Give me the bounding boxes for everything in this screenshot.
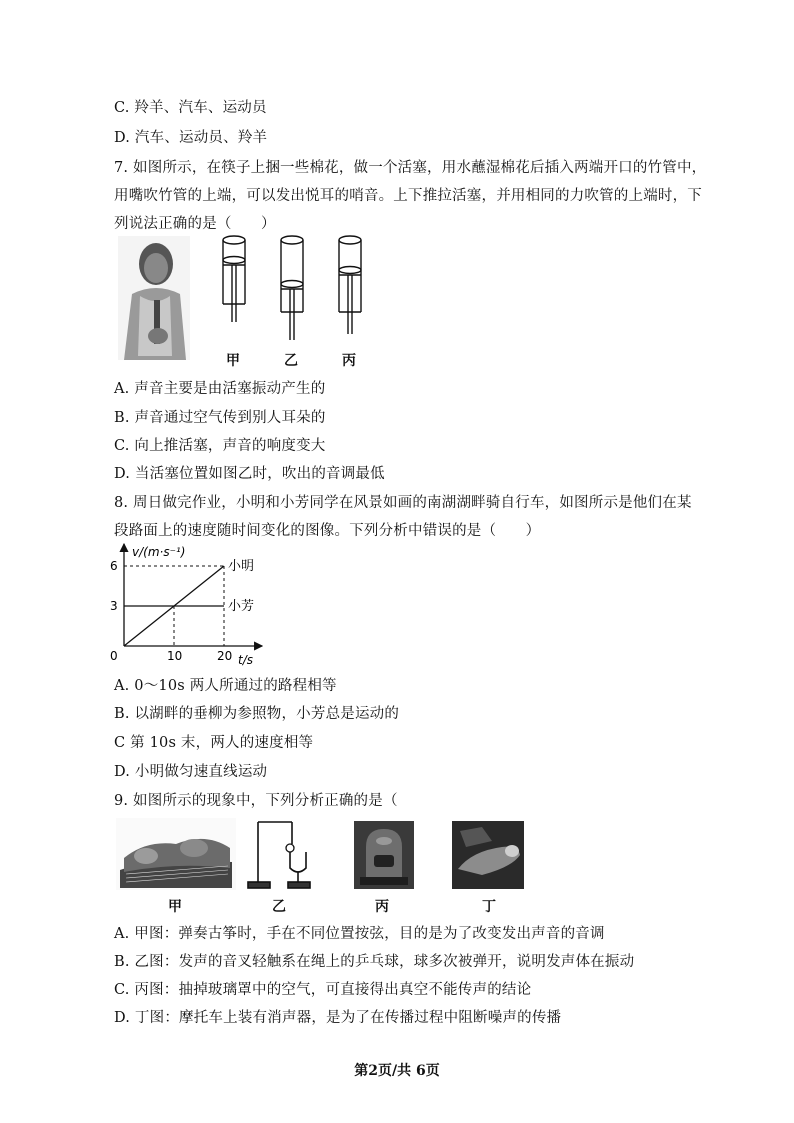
x-axis-label: t/s [238,653,253,667]
q7-stem-line-1: 7. 如图所示，在筷子上捆一些棉花，做一个活塞，用水蘸湿棉花后插入两端开口的竹管中， [114,160,707,176]
x-tick-label-10: 10 [167,649,183,663]
option-d: D. 汽车、运动员、羚羊 [114,130,268,146]
y-axis-label: v/(m·s⁻¹) [132,545,186,559]
q8-option-c: C 第 10s 末，两人的速度相等 [114,735,314,751]
q9-option-b: B. 乙图：发声的音叉轻触系在绳上的乒乓球，球多次被弹开，说明发声体在振动 [114,954,635,970]
q7-stem-line-2: 用嘴吹竹管的上端，可以发出悦耳的哨音。上下推拉活塞，并用相同的力吹管的上端时，下 [114,188,702,204]
y-tick-label-3: 3 [110,599,118,613]
velocity-time-chart [100,536,280,670]
q7-option-b: B. 声音通过空气传到别人耳朵的 [114,410,326,426]
q9-label-ding: 丁 [482,899,496,915]
q7-option-a: A. 声音主要是由活塞振动产生的 [114,381,326,397]
q7-person-photo [118,236,190,360]
q9-stem: 9. 如图所示的现象中，下列分析正确的是（ [114,793,398,809]
q9-label-yi: 乙 [272,899,286,915]
q8-stem-line-1: 8. 周日做完作业，小明和小芳同学在风景如画的南湖湖畔骑自行车，如图所示是他们在某 [114,495,692,511]
q7-stem-line-3: 列说法正确的是（ ） [114,216,276,232]
q9-label-bing: 丙 [375,899,389,915]
q7-option-d: D. 当活塞位置如图乙时，吹出的音调最低 [114,466,385,482]
q7-label-bing: 丙 [342,353,356,369]
q9-muffler-photo [452,821,524,889]
q8-option-d: D. 小明做匀速直线运动 [114,764,268,780]
q9-label-jia: 甲 [168,899,182,915]
q9-tuning-fork [246,816,318,892]
q9-option-c: C. 丙图：抽掉玻璃罩中的空气，可直接得出真空不能传声的结论 [114,982,532,998]
q8-option-a: A. 0～10s 两人所通过的路程相等 [114,678,337,694]
option-c: C. 羚羊、汽车、运动员 [114,100,267,116]
q7-label-jia: 甲 [226,353,240,369]
series-label-0: 小明 [228,559,255,574]
origin-label: 0 [110,649,118,663]
q9-bell-jar-photo [354,821,414,889]
series-label-1: 小芳 [228,599,255,614]
q8-stem-line-2: 段路面上的速度随时间变化的图像。下列分析中错误的是（ ） [114,523,541,539]
y-tick-label-6: 6 [110,559,118,573]
q7-tube-figure [214,232,374,344]
q7-option-c: C. 向上推活塞，声音的响度变大 [114,438,326,454]
q7-label-yi: 乙 [284,353,298,369]
x-tick-label-20: 20 [217,649,233,663]
q9-guzheng-photo [116,818,236,890]
q9-option-a: A. 甲图：弹奏古筝时，手在不同位置按弦，目的是为了改变发出声音的音调 [114,926,605,942]
q8-option-b: B. 以湖畔的垂柳为参照物，小芳总是运动的 [114,706,400,722]
q9-option-d: D. 丁图：摩托车上装有消声器，是为了在传播过程中阻断噪声的传播 [114,1010,562,1026]
page-footer: 第2页/共 6页 [354,1063,440,1079]
